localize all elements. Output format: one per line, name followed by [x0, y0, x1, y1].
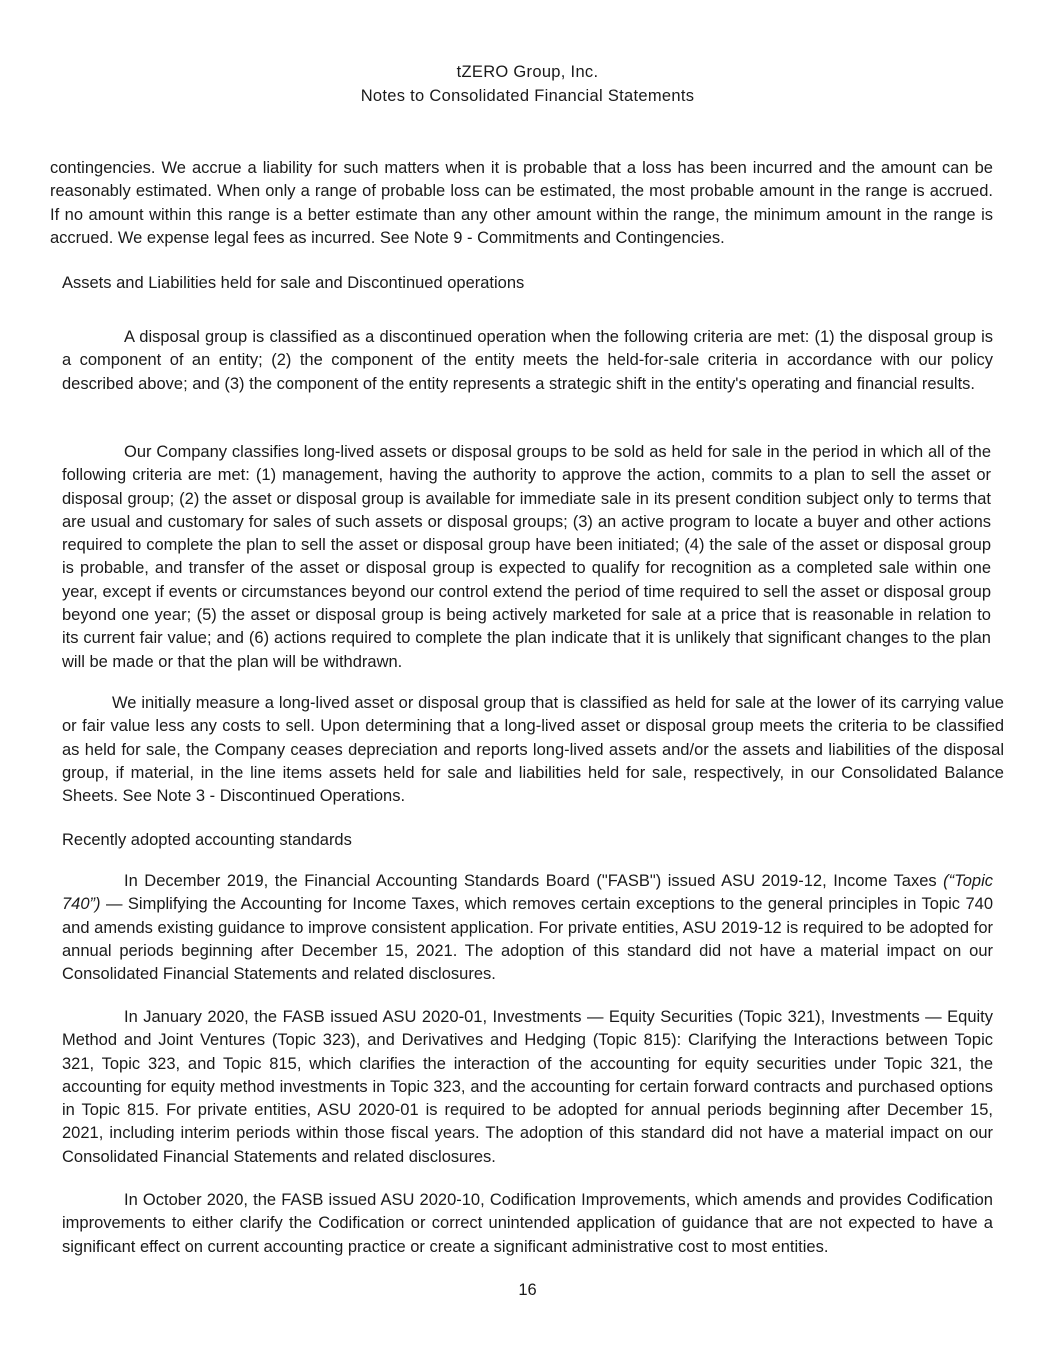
asu-2019-12-text-start: In December 2019, the Financial Accounting Standards Board ("FASB") issued ASU 2019-12, Income Taxes	[124, 872, 944, 890]
paragraph-measurement: We initially measure a long-lived asset or disposal group that is classified as held for sale at the lower of its carrying value or fair value less any costs to sell. Upon determining that a long-lived asset or disposal group meets the criteria to be classified as held for sale, the Company ceases depreciation and reports long-lived assets and/or the assets and liabilities of the disposal group, if material, in the line items assets held for sale and liabilities held for sale, respectively, in our Consolidated Balance Sheets. See Note 3 - Discontinued Operations.	[62, 694, 1004, 806]
paragraph-asu-2020-01: In January 2020, the FASB issued ASU 2020-01, Investments — Equity Securities (Topic 321), Investments — Equity Method and Joint Ventures (Topic 323), and Derivatives and Hedging (Topic 815): Clarifying the Interactions between Topic 321, Topic 323, and Topic 815, which clarifies the interaction of the accounting for equity securities under Topic 321, the accounting for equity method investments in Topic 323, and the accounting for certain forward contracts and purchased options in Topic 815. For private entities, ASU 2020-01 is required to be adopted for annual periods beginning after December 15, 2021, including interim periods within those fiscal years. The adoption of this standard did not have a material impact on our Consolidated Financial Statements and related disclosures.	[62, 1008, 993, 1166]
paragraph-disposal-group: A disposal group is classified as a discontinued operation when the following criteria are met: (1) the disposal group is a component of an entity; (2) the component of the entity meets the held-for-sale criteria in accordance with our policy described above; and (3) the component of the entity represents a strategic shift in the entity's operating and financial results.	[62, 328, 993, 393]
asu-2019-12-text-end: — Simplifying the Accounting for Income Taxes, which removes certain exceptions to the general principles in Topic 740 and amends existing guidance to improve consistent application. For private entities, ASU 2019-12 is required to be adopted for annual periods beginning after December 15, 2021. The adoption of this standard did not have a material impact on our Consolidated Financial Statements and related disclosures.	[62, 895, 993, 984]
company-name: tZERO Group, Inc.	[456, 63, 599, 81]
paragraph-contingencies: contingencies. We accrue a liability for such matters when it is probable that a loss has been incurred and the amount can be reasonably estimated. When only a range of probable loss can be estimated, the most probable amount in the range is accrued. If no amount within this range is a better estimate than any other amount within the range, the minimum amount in the range is accrued. We expense legal fees as incurred. See Note 9 - Commitments and Contingencies.	[50, 159, 993, 247]
section-heading-accounting-standards: Recently adopted accounting standards	[62, 831, 352, 849]
paragraph-asu-2020-10: In October 2020, the FASB issued ASU 2020-10, Codification Improvements, which amends and provides Codification improvements to either clarify the Codification or correct unintended application of guidance that are not expected to have a significant effect on current accounting practice or create a significant administrative cost to most entities.	[62, 1191, 993, 1256]
paragraph-asu-2019-12	[62, 870, 993, 986]
page-number: 16	[518, 1281, 537, 1299]
asu-2019-12-topic-italic: (“Topic 740”)	[62, 872, 993, 914]
section-heading-discontinued-operations: Assets and Liabilities held for sale and Discontinued operations	[62, 274, 525, 292]
paragraph-held-for-sale-criteria: Our Company classifies long-lived assets or disposal groups to be sold as held for sale in the period in which all of the following criteria are met: (1) management, having the authority to approve the action, commits to a plan to sell the asset or disposal group; (2) the asset or disposal group is available for immediate sale in its present condition subject only to terms that are usual and customary for sales of such assets or disposal groups; (3) an active program to locate a buyer and other actions required to complete the plan to sell the asset or disposal group have been initiated; (4) the sale of the asset or disposal group is probable, and transfer of the asset or disposal group is expected to qualify for recognition as a completed sale within one year, except if events or circumstances beyond our control extend the period of time required to sell the asset or disposal group beyond one year; (5) the asset or disposal group is being actively marketed for sale at a price that is reasonable in relation to its current fair value; and (6) actions required to complete the plan indicate that it is unlikely that significant changes to the plan will be made or that the plan will be withdrawn.	[62, 443, 991, 671]
document-title: Notes to Consolidated Financial Statements	[360, 87, 695, 105]
page-header	[0, 60, 1055, 108]
